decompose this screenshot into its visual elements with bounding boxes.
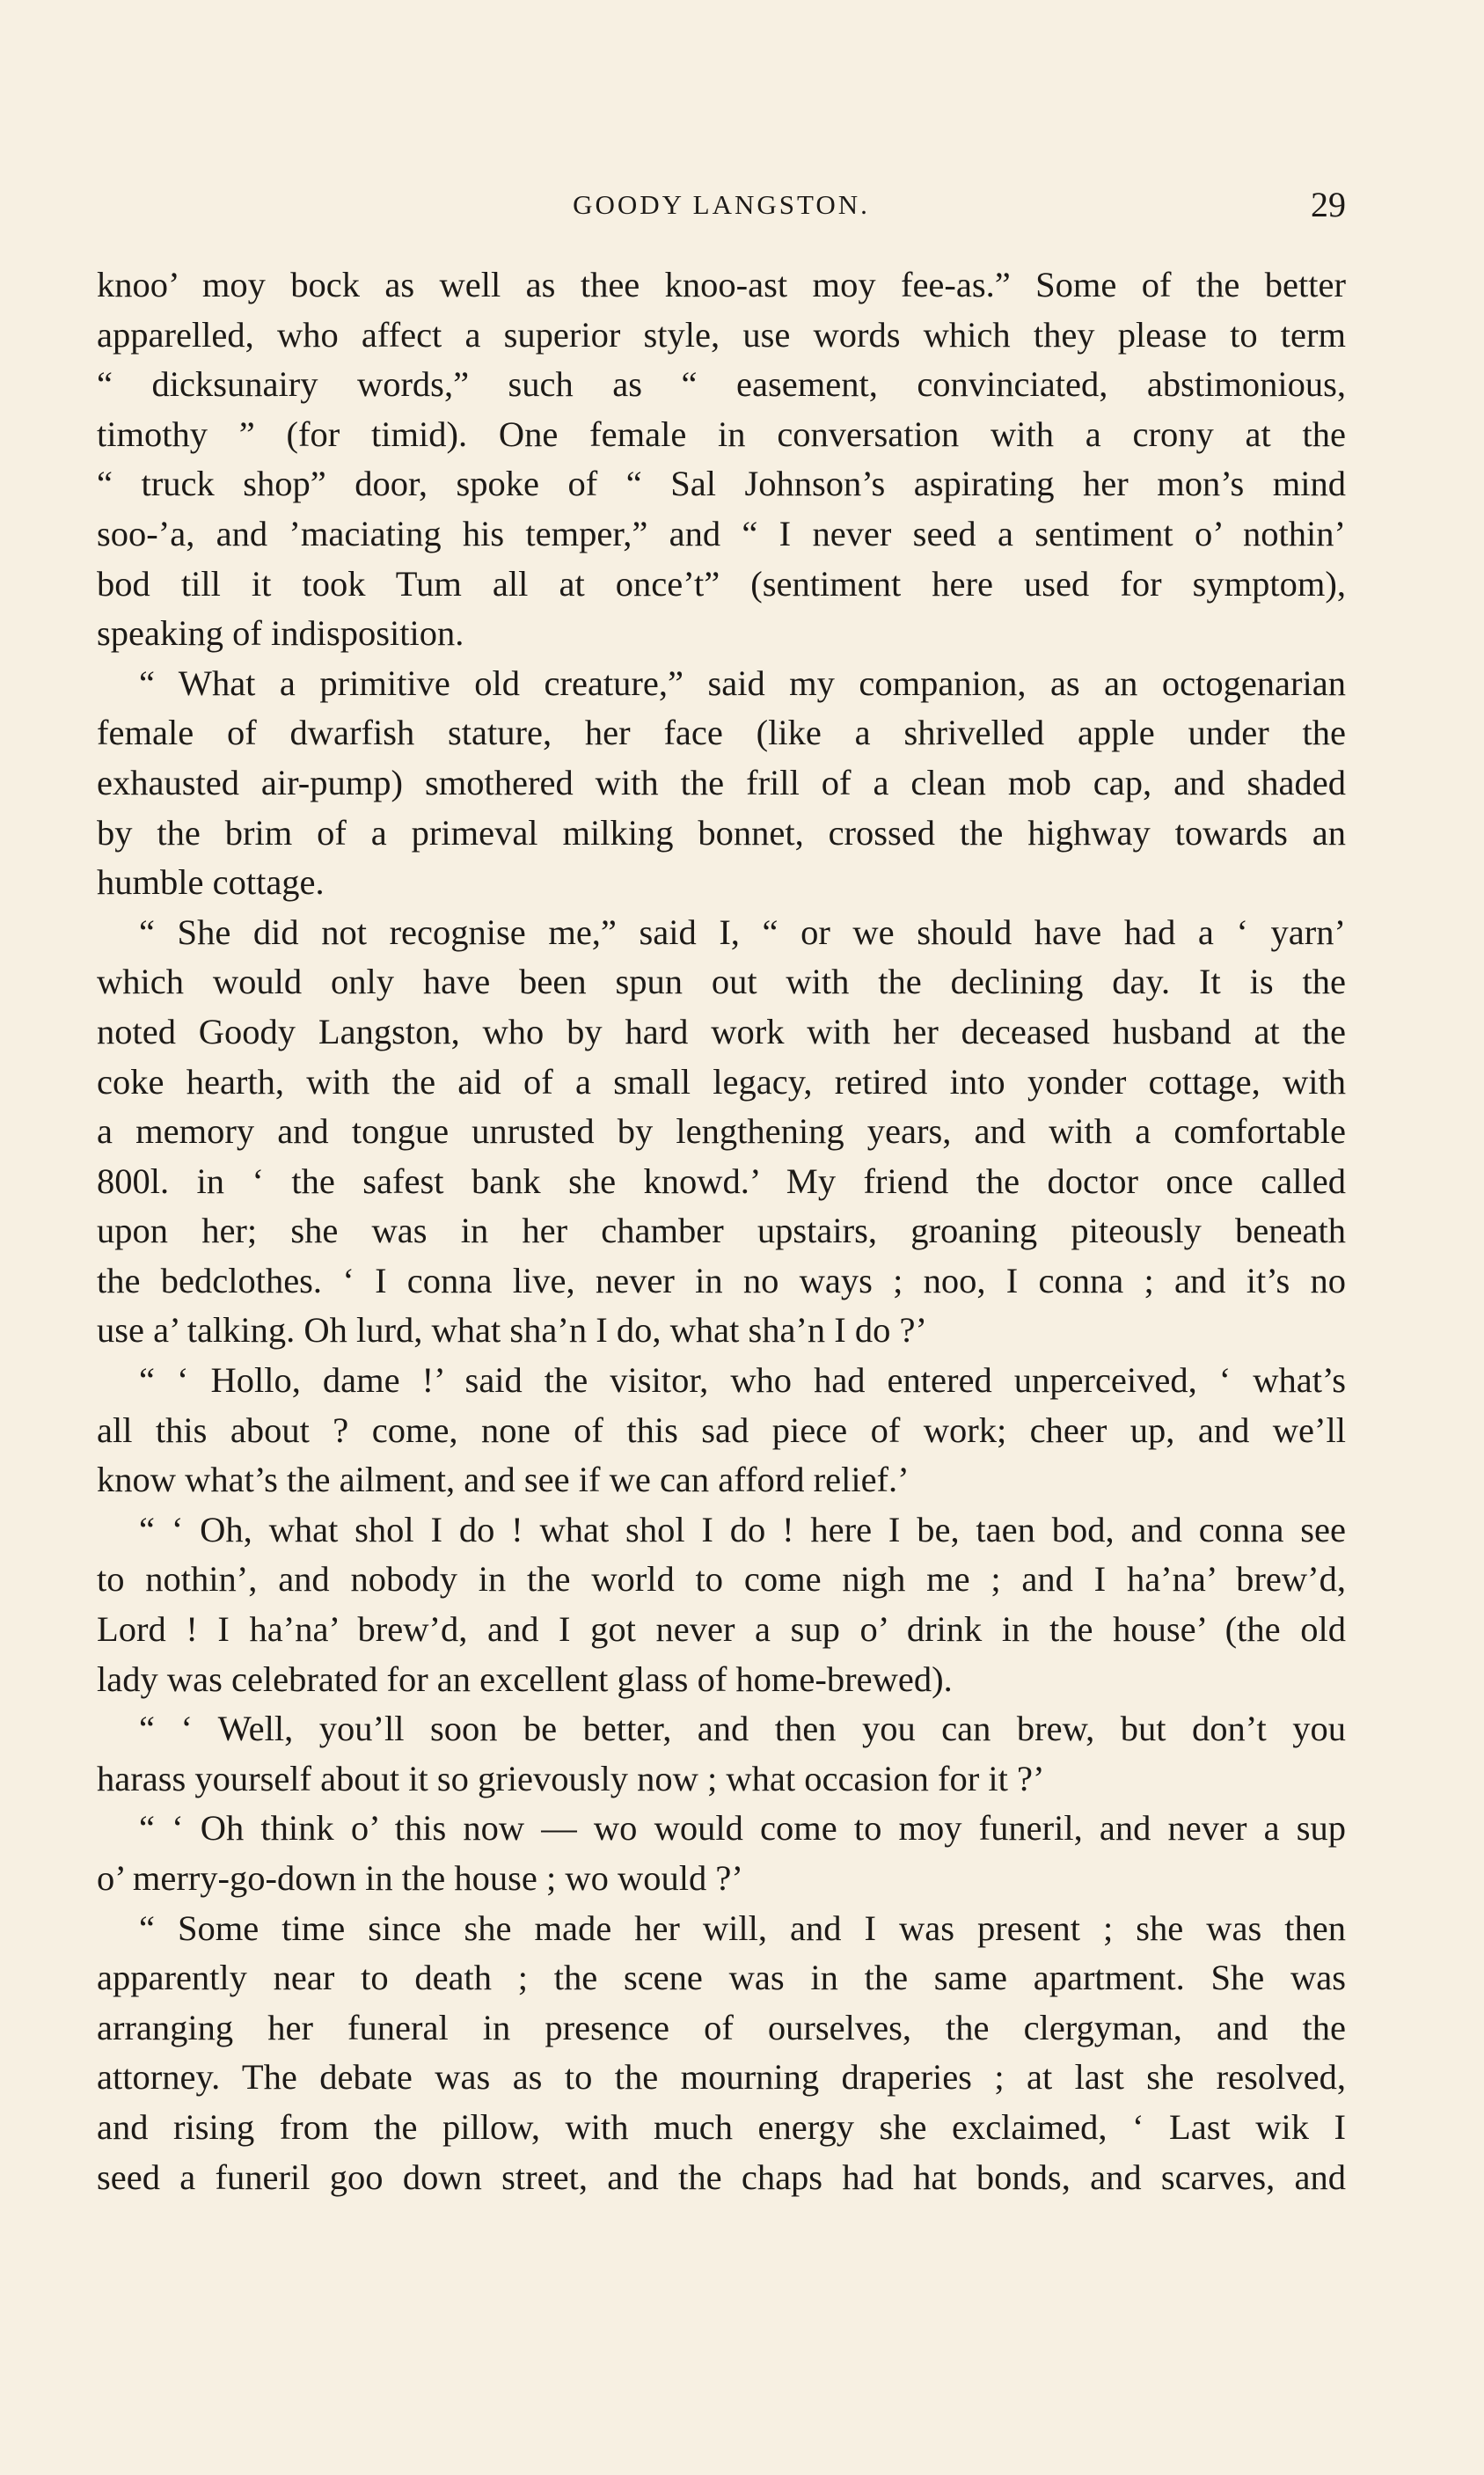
text-line: “ ‘ Oh, what shol I do ! what shol I do ! here I be, taen bod, and conna see [139,1509,1346,1549]
paragraph [97,260,1346,659]
body-text [97,260,1346,2202]
text-line: seed a funeril goo down street, and the chaps had hat bonds, and scarves, and [97,2156,1346,2197]
text-line: coke hearth, with the aid of a small legacy, retired into yonder cottage, with [97,1061,1346,1102]
text-line: “ Some time since she made her will, and I was present ; she was then [139,1908,1346,1948]
text-line: “ ‘ Oh think o’ this now — wo would come to moy funeril, and never a sup [139,1808,1346,1849]
text-line: to nothin’, and nobody in the world to come nigh me ; and I ha’na’ brew’d, [97,1559,1346,1600]
text-line: o’ merry-go-down in the house ; wo would ?’ [97,1858,743,1898]
text-line: humble cottage. [97,862,325,903]
text-line: “ She did not recognise me,” said I, “ or we should have had a ‘ yarn’ [139,912,1346,952]
text-line: the bedclothes. ‘ I conna live, never in no ways ; noo, I conna ; and it’s no [97,1260,1346,1300]
text-line: apparently near to death ; the scene was in the same apartment. She was [97,1958,1346,1998]
paragraph [97,1904,1346,2203]
text-line: by the brim of a primeval milking bonnet, crossed the highway towards an [97,812,1346,853]
text-line: and rising from the pillow, with much energy she exclaimed, ‘ Last wik I [97,2106,1346,2147]
text-line: use a’ talking. Oh lurd, what sha’n I do, what sha’n I do ?’ [97,1310,927,1351]
paragraph [97,1704,1346,1804]
text-line: Lord ! I ha’na’ brew’d, and I got never a sup o’ drink in the house’ (the old [97,1609,1346,1650]
text-line: upon her; she was in her chamber upstairs, groaning piteously beneath [97,1211,1346,1251]
paragraph [97,908,1346,1356]
text-line: a memory and tongue unrusted by lengthening years, and with a comfortable [97,1111,1346,1152]
running-head [97,183,1346,227]
running-title: GOODY LANGSTON. [573,189,870,220]
text-line: “ truck shop” door, spoke of “ Sal Johnson’s aspirating her mon’s mind [97,464,1346,504]
text-line: female of dwarfish stature, her face (like a shrivelled apple under the [97,713,1346,753]
text-line: knoo’ moy bock as well as thee knoo-ast moy fee-as.” Some of the better [97,265,1346,304]
text-line: which would only have been spun out with the declining day. It is the [97,962,1346,1002]
text-line: noted Goody Langston, who by hard work with her deceased husband at the [97,1011,1346,1051]
text-line: “ ‘ Hollo, dame !’ said the visitor, who had entered unperceived, ‘ what’s [139,1360,1346,1401]
text-line: “ dicksunairy words,” such as “ easement, convinciated, abstimonious, [97,364,1346,405]
text-line: all this about ? come, none of this sad piece of work; cheer up, and we’ll [97,1410,1346,1450]
text-line: bod till it took Tum all at once’t” (sentiment here used for symptom), [97,563,1346,604]
text-line: arranging her funeral in presence of ourselves, the clergyman, and the [97,2007,1346,2047]
text-line: know what’s the ailment, and see if we can afford relief.’ [97,1460,910,1500]
text-line: soo-’a, and ’maciating his temper,” and “ I never seed a sentiment o’ nothin’ [97,513,1346,553]
paragraph [97,1356,1346,1505]
text-line: speaking of indisposition. [97,613,464,654]
text-line: timothy ” (for timid). One female in conversation with a crony at the [97,414,1346,454]
text-line: harass yourself about it so grievously now ; what occasion for it ?’ [97,1758,1045,1798]
text-line: lady was celebrated for an excellent glass of home-brewed). [97,1659,953,1699]
paragraph [97,1505,1346,1704]
text-line: apparelled, who affect a superior style, use words which they please to term [97,314,1346,355]
text-line: attorney. The debate was as to the mourning draperies ; at last she resolved, [97,2057,1346,2098]
text-line: “ ‘ Well, you’ll soon be better, and then you can brew, but don’t you [139,1709,1346,1749]
page-number: 29 [1311,185,1346,224]
text-line: exhausted air-pump) smothered with the frill of a clean mob cap, and shaded [97,762,1346,802]
paragraph [97,659,1346,908]
paragraph [97,1804,1346,1903]
text-line: “ What a primitive old creature,” said my companion, as an octogenarian [139,663,1346,703]
text-line: 800l. in ‘ the safest bank she knowd.’ My friend the doctor once called [97,1161,1346,1201]
